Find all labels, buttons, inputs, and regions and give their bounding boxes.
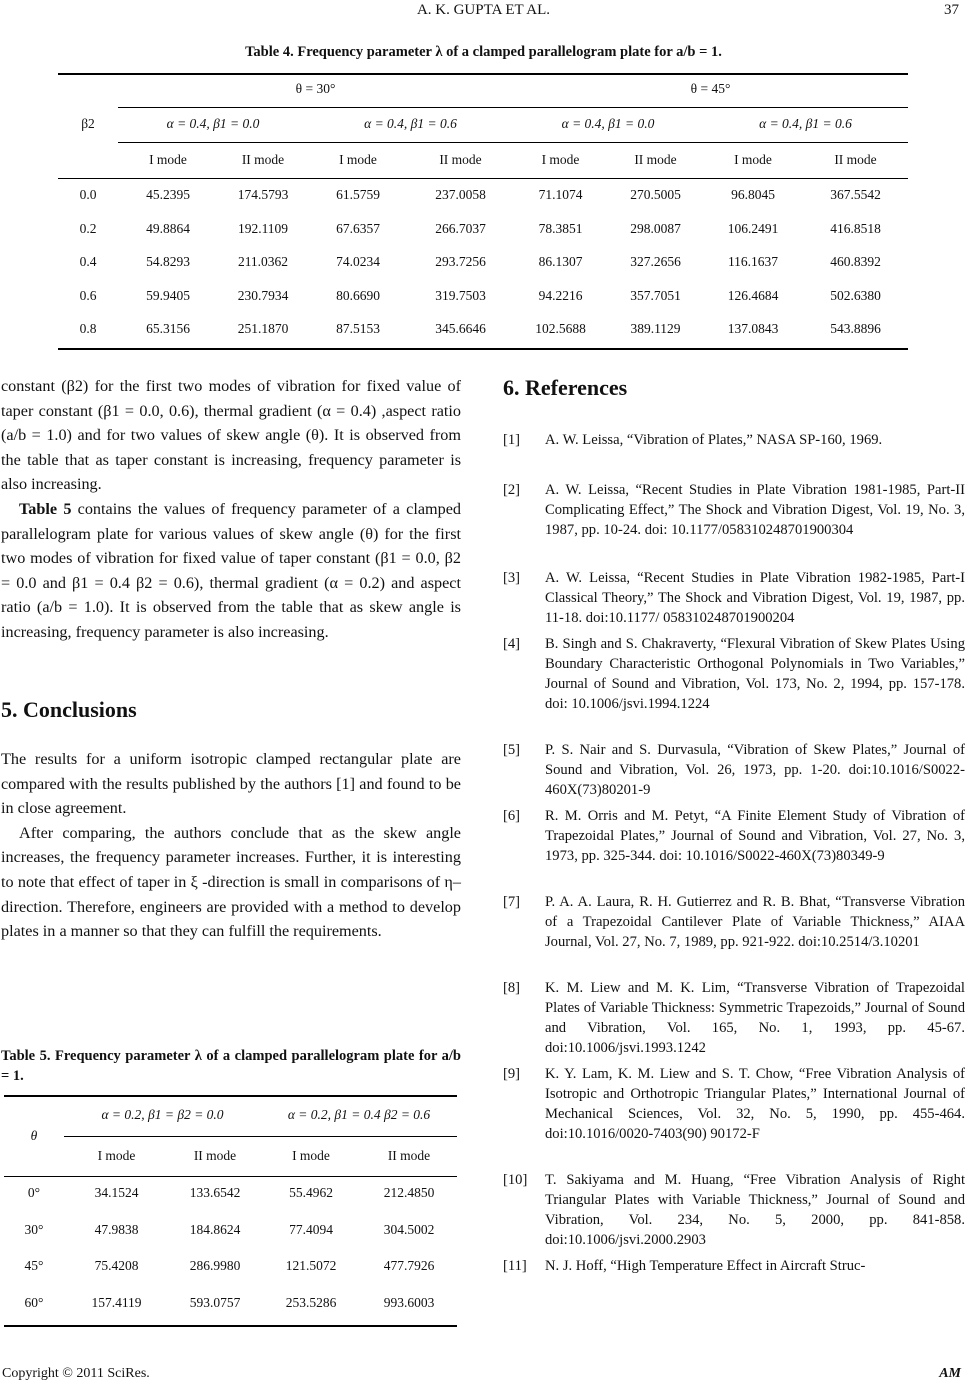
table4-subgroup: α = 0.4, β1 = 0.0 [561, 116, 655, 131]
table4-mode-label: I mode [541, 152, 580, 167]
page-number: 37 [944, 2, 959, 18]
row-label: 0.8 [79, 321, 97, 336]
conclusions-paragraph-1: The results for a uniform isotropic clamped rectangular plate are compared with the results published by the authors [1] and found to be in close agreement. [1, 750, 461, 818]
table4-row-header: β2 [81, 116, 95, 131]
table5-top-rule [4, 1095, 457, 1097]
table4-group-rule [118, 142, 908, 143]
reference-text: K. M. Liew and M. K. Lim, “Transverse Vibration of Trapezoidal Plates of Variable Thickness: Symmetric Trapezoids,” Journal of Sound and Vibration, Vol. 165, No. 1, 1993, pp. 45-67. doi:10.1006/jsvi.1993.1242 [545, 980, 965, 1056]
table5-reference: Table 5 [19, 499, 72, 518]
table4-subgroup: α = 0.4, β1 = 0.0 [166, 116, 260, 131]
table4-theta-rule [118, 107, 908, 108]
table-cell: 416.8518 [830, 220, 881, 236]
reference-item [503, 1256, 965, 1276]
table5-header-rule [4, 1176, 457, 1177]
reference-number: [2] [503, 482, 521, 498]
reference-text: P. S. Nair and S. Durvasula, “Vibration of Skew Plates,” Journal of Sound and Vibration, Vol. 26, 1973, pp. 1-20. doi:10.1016/S0022-460X(73)80201-9 [545, 742, 965, 798]
reference-item [503, 978, 965, 1058]
table-cell: 270.5005 [630, 187, 681, 202]
row-label: 30° [24, 1221, 44, 1237]
reference-number: [3] [503, 570, 521, 586]
row-label: 0.2 [79, 220, 97, 236]
table-cell: 211.0362 [237, 254, 289, 269]
table-cell: 47.9838 [94, 1221, 139, 1237]
reference-item [503, 480, 965, 540]
reference-number: [6] [503, 808, 521, 824]
reference-item [503, 430, 965, 450]
reference-item [503, 892, 965, 952]
table4-subgroup: α = 0.4, β1 = 0.6 [364, 116, 457, 131]
table5-row-header: θ [30, 1128, 38, 1143]
reference-text: P. A. A. Laura, R. H. Gutierrez and R. B. Bhat, “Transverse Vibration of a Trapezoidal Cantilever Plate of Variable Thickness,” AIAA Journal, Vol. 27, No. 7, 1989, pp. 921-922. doi:10.2514/3.10201 [545, 894, 965, 950]
table-cell: 96.8045 [731, 187, 775, 202]
row-label: 60° [24, 1294, 44, 1310]
table4-mode-label: II mode [439, 152, 482, 167]
table4-theta-group: θ = 30° [295, 81, 336, 96]
table5-mode-label: I mode [97, 1148, 136, 1163]
table-cell: 192.1109 [237, 220, 289, 236]
table5-mode-label: II mode [387, 1148, 431, 1163]
table-cell: 157.4119 [91, 1294, 142, 1310]
table-cell: 86.1307 [538, 254, 583, 269]
reference-text: A. W. Leissa, “Recent Studies in Plate Vibration 1982-1985, Part-I Classical Theory,” The Shock and Vibration Digest, Vol. 19, 1987, pp. 11-18. doi:10.1177/ 058310248701900204 [545, 570, 965, 626]
reference-number: [7] [503, 894, 521, 910]
table-cell: 237.0058 [435, 187, 486, 202]
reference-item [503, 1064, 965, 1144]
reference-item [503, 568, 965, 628]
reference-text: B. Singh and S. Chakraverty, “Flexural Vibration of Skew Plates Using Boundary Characteristic Orthogonal Polynomials in Two Variables,” Journal of Sound and Vibration, Vol. 173, No. 2, 1994, pp. 157-178. doi: 10.1006/jsvi.1994.1224 [545, 636, 965, 712]
table-cell: 477.7926 [383, 1258, 435, 1273]
table-cell: 286.9980 [189, 1258, 241, 1273]
reference-item [503, 1170, 965, 1250]
reference-number: [8] [503, 980, 521, 996]
table-cell: 126.4684 [727, 287, 779, 303]
reference-item [503, 740, 965, 800]
reference-text: T. Sakiyama and M. Huang, “Free Vibration Analysis of Right Triangular Plates with Variable Thickness,” Journal of Sound and Vibration, Vol. 234, No. 5, 2000, pp. 841-858. doi:10.1006/jsvi.2000.2903 [545, 1172, 965, 1248]
table-cell: 77.4094 [289, 1221, 333, 1237]
reference-number: [11] [503, 1258, 527, 1274]
table5-group-rule [64, 1136, 457, 1137]
reference-text: R. M. Orris and M. Petyt, “A Finite Element Study of Vibration of Trapezoidal Plates,” Journal of Sound and Vibration, Vol. 27, No. 3, 1973, pp. 325-344. doi: 10.1016/S0022-460X(73)80349-9 [545, 808, 965, 864]
reference-number: [5] [503, 742, 521, 758]
table5-mode-label: II mode [193, 1148, 237, 1163]
table-cell: 67.6357 [336, 220, 380, 236]
table-cell: 304.5002 [383, 1221, 435, 1237]
reference-item [503, 806, 965, 866]
table-cell: 54.8293 [146, 254, 190, 269]
left-column-conclusions [1, 747, 461, 944]
table-cell: 137.0843 [727, 321, 779, 336]
table-cell: 230.7934 [237, 287, 289, 303]
table-cell: 212.4850 [383, 1185, 435, 1200]
table-cell: 133.6542 [189, 1185, 241, 1200]
table-cell: 367.5542 [830, 187, 881, 202]
table-cell: 327.2656 [630, 254, 681, 269]
table4-mode-label: II mode [634, 152, 677, 167]
table4-bottom-rule [58, 348, 908, 350]
table-cell: 78.3851 [538, 220, 583, 236]
row-label: 0° [27, 1185, 41, 1200]
table5-group: α = 0.2, β1 = 0.4 β2 = 0.6 [287, 1107, 431, 1122]
table5-bottom-rule [4, 1325, 457, 1327]
table-cell: 106.2491 [727, 220, 779, 236]
paragraph-table4-discussion: constant (β2) for the first two modes of vibration for fixed value of taper constant (β1 = 0.0, 0.6), thermal gradient (α = 0.4) ,aspect ratio (a/b = 1.0) and for two values of skew angle (θ). It is observed from the table that as taper constant is increasing, frequency parameter is also increasing. [1, 377, 461, 494]
paragraph-table5-discussion: Table 5 contains the values of frequency parameter of a clamped parallelogram plate for various values of skew angle (θ) for the first two modes of vibration for fixed value of taper constant (β1 = 0.0, β2 = 0.0 and β1 = 0.4 β2 = 0.6), thermal gradient (α = 0.2) and aspect ratio (a/b = 1.0). It is observed from the table that as skew angle is increasing, frequency parameter is also increasing. [1, 499, 461, 641]
table-cell: 174.5793 [237, 187, 289, 202]
journal-abbrev: AM [939, 1366, 961, 1381]
table4-mode-label: I mode [339, 152, 377, 167]
table4-mode-label: I mode [734, 152, 772, 167]
row-label: 0.4 [79, 254, 97, 269]
table-cell: 543.8896 [830, 321, 881, 336]
table-cell: 49.8864 [146, 220, 190, 236]
reference-text: N. J. Hoff, “High Temperature Effect in Aircraft Struc- [545, 1258, 866, 1274]
copyright: Copyright © 2011 SciRes. [2, 1366, 150, 1381]
running-head [0, 2, 967, 22]
table-cell: 293.7256 [435, 254, 486, 269]
table-cell: 345.6646 [435, 321, 486, 336]
references-heading: 6. References [503, 375, 628, 400]
table5-mode-label: I mode [292, 1148, 330, 1163]
table4-header-rule [58, 178, 908, 179]
table-cell: 389.1129 [630, 321, 681, 336]
table-cell: 61.5759 [336, 187, 380, 202]
row-label: 0.6 [79, 287, 97, 303]
table-cell: 55.4962 [289, 1185, 333, 1200]
reference-number: [10] [503, 1172, 528, 1188]
table-cell: 75.4208 [94, 1258, 139, 1273]
table-cell: 184.8624 [189, 1221, 241, 1237]
table-cell: 121.5072 [285, 1258, 337, 1273]
table4-mode-label: II mode [834, 152, 877, 167]
table-cell: 251.1870 [237, 321, 289, 336]
reference-number: [4] [503, 636, 521, 652]
table-cell: 116.1637 [727, 254, 779, 269]
row-label: 0.0 [79, 187, 97, 202]
table-cell: 59.9405 [146, 287, 190, 303]
table4-mode-label: II mode [241, 152, 285, 167]
table-cell: 502.6380 [830, 287, 881, 303]
row-label: 45° [24, 1258, 44, 1273]
table-cell: 71.1074 [538, 187, 583, 202]
table-cell: 298.0087 [630, 220, 681, 236]
table-cell: 357.7051 [630, 287, 681, 303]
reference-text: A. W. Leissa, “Recent Studies in Plate Vibration 1981-1985, Part-II Complicating Effect,” The Shock and Vibration Digest, Vol. 19, No. 3, 1987, pp. 10-24. doi: 10.1177/058310248701900304 [545, 482, 965, 538]
table4-top-rule [58, 73, 908, 75]
conclusions-paragraph-2: After comparing, the authors conclude that as the skew angle increases, the frequency parameter increases. Further, it is interesting to note that effect of taper in ξ -direction is small in comparisons of η–direction. Therefore, engineers are provided with a method to develop plates in a manner so that they can fulfill the requirements. [1, 823, 461, 941]
table-cell: 94.2216 [538, 287, 583, 303]
reference-item [503, 634, 965, 714]
conclusions-heading: 5. Conclusions [1, 697, 137, 722]
table-cell: 45.2395 [146, 187, 190, 202]
reference-number: [9] [503, 1066, 521, 1082]
table-cell: 102.5688 [535, 321, 586, 336]
table-cell: 319.7503 [435, 287, 486, 303]
reference-number: [1] [503, 432, 521, 448]
table-cell: 65.3156 [146, 321, 190, 336]
left-column-upper [1, 374, 461, 645]
table-cell: 34.1524 [94, 1185, 139, 1200]
table5-group: α = 0.2, β1 = β2 = 0.0 [101, 1107, 224, 1122]
reference-text: K. Y. Lam, K. M. Liew and S. T. Chow, “Free Vibration Analysis of Isotropic and Orthotropic Triangular Plates,” International Journal of Mechanical Sciences, Vol. 32, No. 5, 1990, pp. 455-464. doi:10.1016/0020-7403(90) 90172-F [545, 1066, 965, 1142]
running-head-title: A. K. GUPTA ET AL. [416, 2, 551, 18]
table-cell: 253.5286 [285, 1294, 337, 1310]
table-cell: 266.7037 [435, 220, 486, 236]
table5-caption: Table 5. Frequency parameter λ of a clamped parallelogram plate for a/b = 1. [1, 1048, 461, 1084]
table-cell: 460.8392 [830, 254, 881, 269]
table-cell: 593.0757 [189, 1294, 241, 1310]
reference-text: A. W. Leissa, “Vibration of Plates,” NASA SP-160, 1969. [545, 432, 883, 448]
table-cell: 74.0234 [336, 254, 380, 269]
table-cell: 80.6690 [336, 287, 380, 303]
table4-theta-group: θ = 45° [690, 81, 731, 96]
table4-caption: Table 4. Frequency parameter λ of a clamped parallelogram plate for a/b = 1. [245, 44, 722, 60]
table-cell: 993.6003 [383, 1294, 435, 1310]
table4-subgroup: α = 0.4, β1 = 0.6 [759, 116, 852, 131]
table4-mode-label: I mode [149, 152, 187, 167]
table-cell: 87.5153 [336, 321, 380, 336]
